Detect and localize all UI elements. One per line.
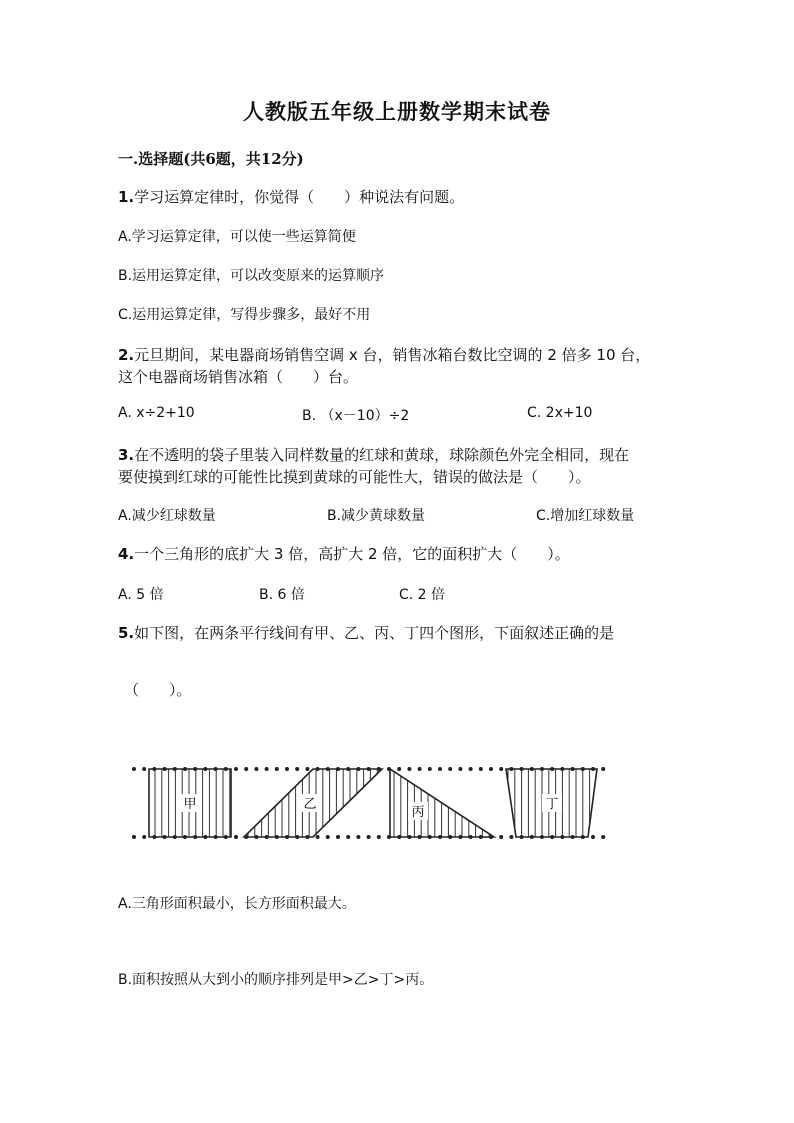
q4-option-a[interactable]: A. 5 倍 <box>118 587 164 603</box>
line-dot <box>244 767 248 771</box>
line-dot <box>234 767 238 771</box>
line-dot <box>499 767 503 771</box>
figure-label-yi: 乙 <box>303 797 317 812</box>
question-2 <box>118 344 650 365</box>
line-dot <box>509 835 513 839</box>
question-4 <box>118 543 570 564</box>
question-number: 2. <box>118 346 135 364</box>
q3-option-a[interactable]: A.减少红球数量 <box>118 508 216 524</box>
section-heading: 一.选择题(共6题，共12分) <box>118 150 304 168</box>
line-dot <box>458 767 462 771</box>
figure-label-ding: 丁 <box>545 797 559 812</box>
line-dot <box>418 767 422 771</box>
question-number: 4. <box>118 545 135 563</box>
line-dot <box>254 767 258 771</box>
question-number: 3. <box>118 446 135 464</box>
q1-option-b[interactable]: B.运用运算定律，可以改变原来的运算顺序 <box>118 268 385 284</box>
q3-option-c[interactable]: C.增加红球数量 <box>536 508 635 524</box>
line-dot <box>397 767 401 771</box>
line-dot <box>591 835 595 839</box>
line-dot <box>285 767 289 771</box>
figure-label-jia: 甲 <box>183 797 197 812</box>
parallel-lines-figure <box>128 758 618 848</box>
question-number: 5. <box>118 624 135 642</box>
answer-blank: （ ）。 <box>124 681 192 699</box>
line-dot <box>448 767 452 771</box>
line-dot <box>265 767 269 771</box>
line-dot <box>601 767 605 771</box>
q1-option-a[interactable]: A.学习运算定律，可以使一些运算简便 <box>118 229 356 245</box>
line-dot <box>316 835 320 839</box>
question-1 <box>118 186 464 207</box>
q4-option-b[interactable]: B. 6 倍 <box>259 587 305 603</box>
line-dot <box>438 767 442 771</box>
page-title: 人教版五年级上册数学期末试卷 <box>243 99 551 124</box>
question-text: 学习运算定律时，你觉得（ ）种说法有问题。 <box>134 188 465 206</box>
line-dot <box>377 835 381 839</box>
q2-option-b[interactable]: B. （x－10）÷2 <box>302 408 410 424</box>
line-dot <box>275 767 279 771</box>
question-text: 如下图，在两条平行线间有甲、乙、丙、丁四个图形，下面叙述正确的是 <box>134 624 615 642</box>
question-text: 元旦期间，某电器商场销售空调 x 台，销售冰箱台数比空调的 2 倍多 10 台， <box>134 346 651 364</box>
q2-option-c[interactable]: C. 2x+10 <box>527 405 593 421</box>
question-number: 1. <box>118 188 135 206</box>
line-dot <box>132 767 136 771</box>
line-dot <box>489 767 493 771</box>
q2-option-a[interactable]: A. x÷2+10 <box>118 405 195 421</box>
line-dot <box>356 835 360 839</box>
line-dot <box>469 767 473 771</box>
question-3-line2: 要使摸到红球的可能性比摸到黄球的可能性大，错误的做法是（ ）。 <box>118 468 591 486</box>
question-text: 在不透明的袋子里装入同样数量的红球和黄球，球除颜色外完全相同，现在 <box>134 446 630 464</box>
line-dot <box>367 835 371 839</box>
line-dot <box>326 835 330 839</box>
line-dot <box>601 835 605 839</box>
q4-option-c[interactable]: C. 2 倍 <box>399 587 446 603</box>
q5-option-a[interactable]: A.三角形面积最小，长方形面积最大。 <box>118 896 356 912</box>
line-dot <box>428 767 432 771</box>
line-dot <box>479 767 483 771</box>
shape-bing <box>390 758 494 848</box>
line-dot <box>346 835 350 839</box>
question-3 <box>118 444 629 465</box>
line-dot <box>234 835 238 839</box>
line-dot <box>295 767 299 771</box>
question-2-line2: 这个电器商场销售冰箱（ ）台。 <box>118 368 359 386</box>
line-dot <box>407 767 411 771</box>
q3-option-b[interactable]: B.减少黄球数量 <box>327 508 426 524</box>
line-dot <box>336 835 340 839</box>
q5-option-b[interactable]: B.面积按照从大到小的顺序排列是甲>乙>丁>丙。 <box>118 972 434 988</box>
line-dot <box>132 835 136 839</box>
line-dot <box>499 835 503 839</box>
figure-label-bing: 丙 <box>411 805 425 820</box>
question-5 <box>118 622 614 643</box>
line-dot <box>142 835 146 839</box>
question-text: 一个三角形的底扩大 3 倍，高扩大 2 倍，它的面积扩大（ ）。 <box>134 545 570 563</box>
q1-option-c[interactable]: C.运用运算定律，写得步骤多，最好不用 <box>118 307 371 323</box>
line-dot <box>142 767 146 771</box>
line-dot <box>305 767 309 771</box>
